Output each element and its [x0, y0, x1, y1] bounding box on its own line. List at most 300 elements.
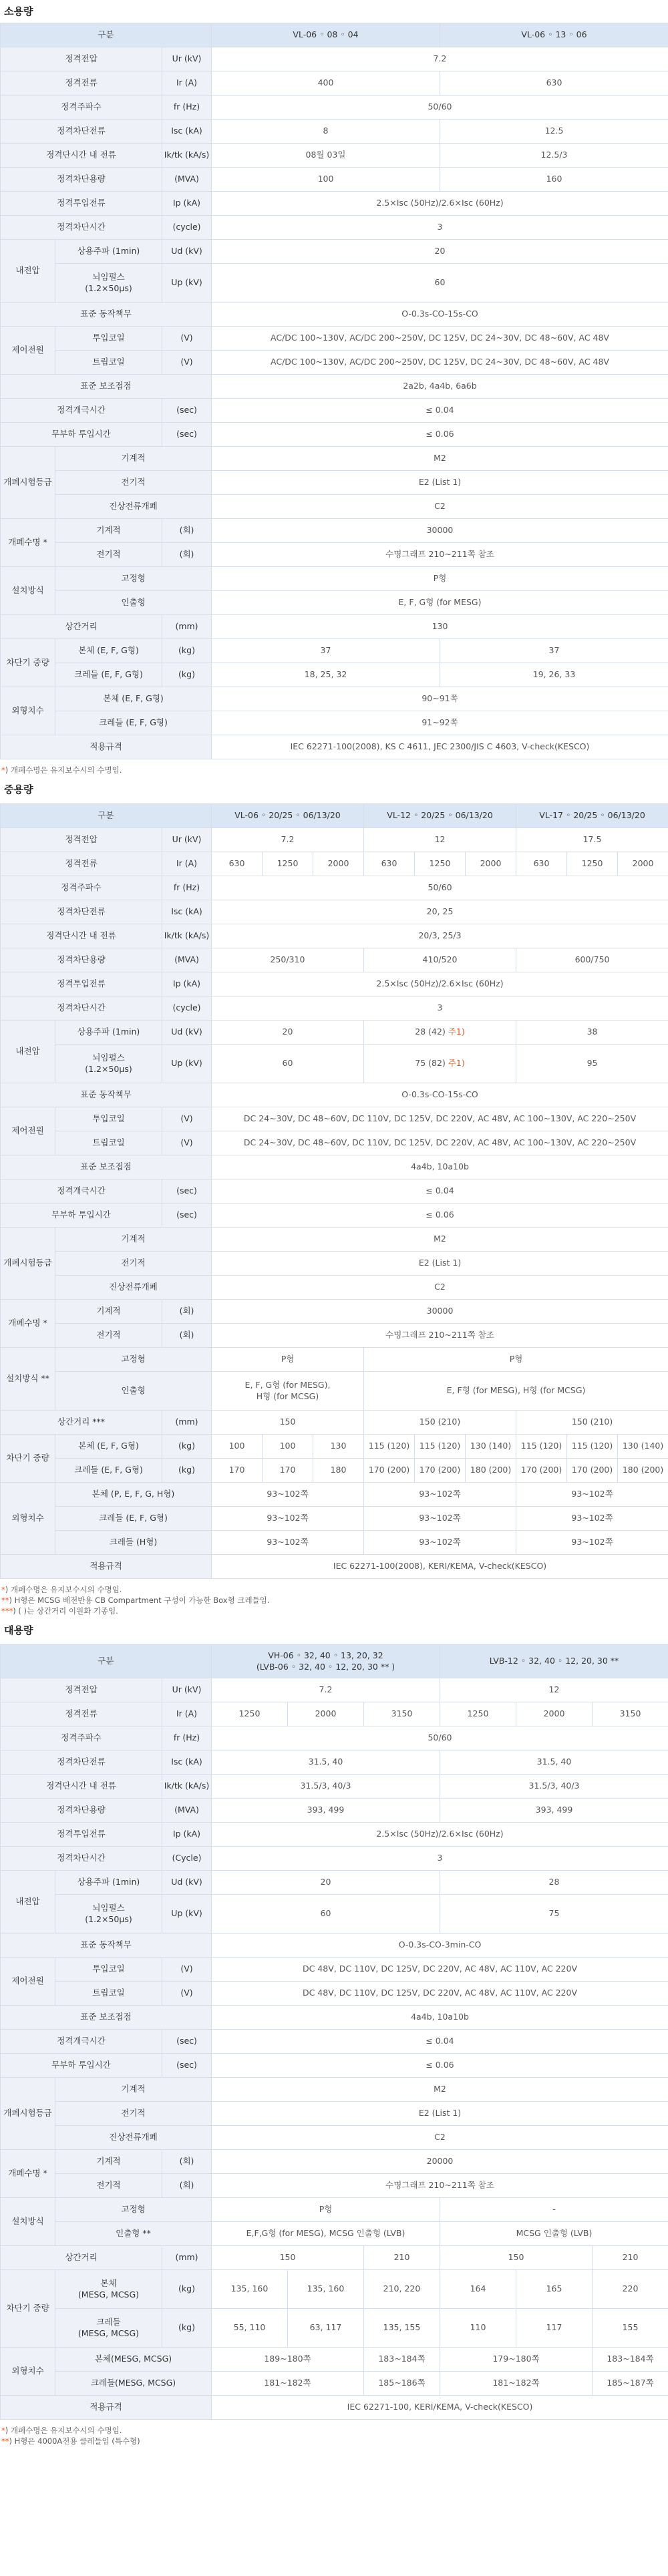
cell-value: 12 [364, 828, 516, 852]
row-group-label: 개폐수명 * [1, 519, 55, 567]
header-label: 구분 [1, 804, 212, 828]
cell-value: 210, 220 [364, 2270, 440, 2309]
cell-value: DC 24~30V, DC 48~60V, DC 110V, DC 125V, DC 220V, AC 48V, AC 100~130V, AC 220~250V [212, 1131, 668, 1155]
row-unit: (V) [162, 351, 212, 375]
footnote [1, 1584, 668, 1595]
table-header [1, 804, 668, 828]
row-label: 전기적 [55, 1252, 212, 1276]
row-label: 정격차단용량 [1, 948, 162, 972]
cell-value: 8 [212, 120, 440, 144]
cell-value: 170 (200) [567, 1459, 618, 1483]
cell-value: 93~102쪽 [364, 1531, 516, 1555]
row-label: 무부하 투입시간 [1, 423, 162, 447]
table-row [1, 1021, 668, 1045]
cell-value: 630 [440, 71, 668, 96]
table-row [1, 447, 668, 471]
row-unit: (MVA) [162, 1799, 212, 1823]
row-unit: (회) [162, 519, 212, 543]
cell-value: 179~180쪽 [440, 2348, 593, 2372]
row-label: 진상전류개폐 [55, 2126, 212, 2150]
row-label: 전기적 [55, 471, 212, 495]
row-label: 상간거리 *** [1, 1411, 162, 1435]
cell-value: 4a4b, 10a10b [212, 2006, 668, 2030]
table-row [1, 2150, 668, 2174]
table-row [1, 2396, 668, 2420]
row-label: 정격개극시간 [1, 1179, 162, 1204]
cell-value: E2 (List 1) [212, 2102, 668, 2126]
cell-value: 150 [212, 1411, 364, 1435]
row-unit: Ur (kV) [162, 47, 212, 71]
table-row [1, 495, 668, 519]
cell-value: 2.5×Isc (50Hz)/2.6×Isc (60Hz) [212, 1823, 668, 1847]
cell-value: 55, 110 [212, 2309, 288, 2348]
row-group-label: 개폐수명 * [1, 1300, 55, 1348]
cell-value: 60 [212, 1045, 364, 1083]
table-row [1, 663, 668, 687]
cell-value: 135, 160 [212, 2270, 288, 2309]
table-row [1, 2102, 668, 2126]
cell-value: 170 [212, 1459, 263, 1483]
footnote-text: ) 개폐수명은 유지보수시의 수명임. [5, 2426, 122, 2435]
cell-value: 93~102쪽 [364, 1483, 516, 1507]
cell-value: 220 [593, 2270, 668, 2309]
table-row [1, 168, 668, 192]
row-unit: (sec) [162, 423, 212, 447]
table-row [1, 1045, 668, 1083]
table-row [1, 1507, 668, 1531]
cell-value: 20, 25 [212, 900, 668, 924]
row-label: 정격전류 [1, 1702, 162, 1726]
cell-value: 60 [212, 1895, 440, 1934]
table-row [1, 423, 668, 447]
footnotes [0, 2420, 668, 2446]
table-row [1, 948, 668, 972]
cell-value: 12 [440, 1678, 668, 1702]
cell-value: 7.2 [212, 1678, 440, 1702]
row-unit: Ip (kA) [162, 1823, 212, 1847]
cell-value: O-0.3s-CO-15s-CO [212, 303, 668, 327]
row-label: 표준 동작책무 [1, 1934, 212, 1958]
footnote-mark: * [1, 765, 5, 775]
cell-value: 185~186쪽 [364, 2372, 440, 2396]
row-unit: (MVA) [162, 948, 212, 972]
row-label: 정격주파수 [1, 876, 162, 900]
cell-value: 135, 155 [364, 2309, 440, 2348]
table-row [1, 2246, 668, 2270]
row-label: 표준 보조접점 [1, 2006, 212, 2030]
row-group-label: 제어전원 [1, 1107, 55, 1155]
table-row [1, 1435, 668, 1459]
cell-value: P형 [212, 567, 668, 591]
table-row [1, 2222, 668, 2246]
table-row [1, 900, 668, 924]
footnote-text: ) H형은 4000A전용 클레들임 (특수형) [9, 2436, 140, 2446]
cell-value: 93~102쪽 [364, 1507, 516, 1531]
cell-value: 181~182쪽 [212, 2372, 364, 2396]
row-label: 뇌임펄스 (1.2×50μs) [55, 264, 162, 303]
row-unit: Isc (kA) [162, 120, 212, 144]
row-label: 기계적 [55, 519, 162, 543]
footnote-mark: ** [1, 1596, 9, 1605]
cell-value: 130 (140) [618, 1435, 668, 1459]
cell-value: 31.5/3, 40/3 [212, 1775, 440, 1799]
spec-table-large [0, 1644, 668, 2420]
row-unit: Ur (kV) [162, 1678, 212, 1702]
row-unit: Ik/tk (kA/s) [162, 1775, 212, 1799]
cell-value: 183~184쪽 [364, 2348, 440, 2372]
table-row [1, 639, 668, 663]
cell-value: DC 24~30V, DC 48~60V, DC 110V, DC 125V, DC 220V, AC 48V, AC 100~130V, AC 220~250V [212, 1107, 668, 1131]
cell-value: 19, 26, 33 [440, 663, 668, 687]
cell-value: 150 (210) [364, 1411, 516, 1435]
table-row [1, 1131, 668, 1155]
row-unit: Ud (kV) [162, 1021, 212, 1045]
row-group-label: 설치방식 [1, 2198, 55, 2246]
footnote [1, 1595, 668, 1606]
row-unit: Ud (kV) [162, 240, 212, 264]
table-row [1, 876, 668, 900]
row-unit: (kg) [162, 639, 212, 663]
table-row [1, 1702, 668, 1726]
table-row [1, 1895, 668, 1934]
table-row [1, 2174, 668, 2198]
table-row [1, 1228, 668, 1252]
row-group-label: 내전압 [1, 240, 55, 303]
table-row [1, 1871, 668, 1895]
cell-value: IEC 62271-100(2008), KERI/KEMA, V-check(KESCO) [212, 1555, 668, 1579]
cell-value: 60 [212, 264, 668, 303]
row-label: 본체 (MESG, MCSG) [55, 2270, 162, 2309]
cell-value: E2 (List 1) [212, 1252, 668, 1276]
row-group-label: 외형치수 [1, 1483, 55, 1555]
cell-value: ≤ 0.04 [212, 399, 668, 423]
row-group-label: 차단기 중량 [1, 1435, 55, 1483]
row-label: 기계적 [55, 2150, 162, 2174]
row-label: 정격전류 [1, 852, 162, 876]
row-unit: (sec) [162, 1204, 212, 1228]
row-group-label: 설치방식 ** [1, 1348, 55, 1411]
cell-value: ≤ 0.04 [212, 1179, 668, 1204]
cell-value: ≤ 0.06 [212, 1204, 668, 1228]
footnote-mark: * [1, 2426, 5, 2435]
row-group-label: 개폐시험등급 [1, 2078, 55, 2150]
row-label: 정격차단시간 [1, 1847, 162, 1871]
row-label: 정격단시간 내 전류 [1, 1775, 162, 1799]
spec-table-small [0, 23, 668, 759]
row-label: 정격개극시간 [1, 399, 162, 423]
row-unit: Ip (kA) [162, 972, 212, 996]
table-row [1, 1847, 668, 1871]
cell-value: E, F형 (for MESG), H형 (for MCSG) [364, 1372, 668, 1411]
cell-value: 수명그래프 210~211쪽 참조 [212, 1324, 668, 1348]
table-row [1, 71, 668, 96]
footnotes [0, 1579, 668, 1616]
section-title: 대용량 [4, 1624, 33, 1636]
cell-value: 110 [440, 2309, 516, 2348]
cell-value: 93~102쪽 [516, 1507, 668, 1531]
table-row [1, 2270, 668, 2309]
row-label: 크레들 (H형) [55, 1531, 212, 1555]
cell-value: IEC 62271-100(2008), KS C 4611, JEC 2300/JIS C 4603, V-check(KESCO) [212, 735, 668, 759]
row-label: 정격전압 [1, 1678, 162, 1702]
row-group-label: 제어전원 [1, 327, 55, 375]
cell-value: 93~102쪽 [212, 1507, 364, 1531]
footnote-mark: ** [1, 2436, 9, 2446]
cell-value [364, 1021, 516, 1045]
table-row [1, 471, 668, 495]
cell-value: 4a4b, 10a10b [212, 1155, 668, 1179]
row-label: 정격단시간 내 전류 [1, 924, 162, 948]
cell-value: 180 (200) [618, 1459, 668, 1483]
cell-value: 12.5 [440, 120, 668, 144]
footnote [1, 2425, 668, 2436]
row-unit: (V) [162, 1958, 212, 1982]
cell-value: 393, 499 [440, 1799, 668, 1823]
cell-value: 130 (140) [466, 1435, 516, 1459]
row-label: 정격투입전류 [1, 192, 162, 216]
row-unit: Up (kV) [162, 1895, 212, 1934]
cell-value: 100 [212, 1435, 263, 1459]
footnote-text: ) 개폐수명은 유지보수시의 수명임. [5, 1585, 122, 1594]
cell-value: 50/60 [212, 876, 668, 900]
footnotes [0, 759, 668, 775]
row-label: 상용주파 (1min) [55, 240, 162, 264]
row-unit: fr (Hz) [162, 876, 212, 900]
table-row [1, 519, 668, 543]
row-label: 전기적 [55, 543, 162, 567]
cell-value: 630 [364, 852, 415, 876]
cell-value: 164 [440, 2270, 516, 2309]
table-row [1, 1459, 668, 1483]
row-unit: (회) [162, 2174, 212, 2198]
table-row [1, 1751, 668, 1775]
row-unit: fr (Hz) [162, 96, 212, 120]
model-name: VL-06 ◦ 20/25 ◦ 06/13/20 [212, 804, 364, 828]
row-label: 상간거리 [1, 615, 162, 639]
row-label: 정격전압 [1, 47, 162, 71]
cell-value: DC 48V, DC 110V, DC 125V, DC 220V, AC 48V, AC 110V, AC 220V [212, 1958, 668, 1982]
cell-value: E2 (List 1) [212, 471, 668, 495]
table-row [1, 2030, 668, 2054]
row-group-label: 차단기 중량 [1, 2270, 55, 2348]
row-group-label: 내전압 [1, 1871, 55, 1934]
table-row [1, 216, 668, 240]
row-label: 기계적 [55, 1300, 162, 1324]
row-unit: (mm) [162, 1411, 212, 1435]
row-label: 정격단시간 내 전류 [1, 144, 162, 168]
cell-value: 2.5×Isc (50Hz)/2.6×Isc (60Hz) [212, 192, 668, 216]
table-row [1, 615, 668, 639]
cell-value: 93~102쪽 [516, 1531, 668, 1555]
cell-value: ≤ 0.04 [212, 2030, 668, 2054]
cell-value: 7.2 [212, 47, 668, 71]
row-label: 정격주파수 [1, 96, 162, 120]
row-label: 크레들 (MESG, MCSG) [55, 2309, 162, 2348]
table-row [1, 2126, 668, 2150]
note-ref: 주1) [448, 1058, 465, 1069]
row-label: 정격전류 [1, 71, 162, 96]
cell-value: 393, 499 [212, 1799, 440, 1823]
table-row [1, 1179, 668, 1204]
row-label: 기계적 [55, 1228, 212, 1252]
row-label: 크레들 (E, F, G형) [55, 1507, 212, 1531]
row-label: 뇌임펄스 (1.2×50μs) [55, 1045, 162, 1083]
table-row [1, 687, 668, 711]
row-unit: Ir (A) [162, 1702, 212, 1726]
cell-value: 630 [212, 852, 263, 876]
row-label: 무부하 투입시간 [1, 1204, 162, 1228]
row-unit: Up (kV) [162, 264, 212, 303]
table-row [1, 2054, 668, 2078]
footnote-text: ) 개폐수명은 유지보수시의 수명임. [5, 765, 122, 775]
table-row [1, 543, 668, 567]
table-row [1, 711, 668, 735]
row-group-label: 외형치수 [1, 2348, 55, 2396]
table-row [1, 1531, 668, 1555]
cell-value: 115 (120) [567, 1435, 618, 1459]
cell-value: C2 [212, 2126, 668, 2150]
row-unit: (kg) [162, 1459, 212, 1483]
cell-value: 93~102쪽 [212, 1483, 364, 1507]
row-label: 정격주파수 [1, 1726, 162, 1751]
cell-value: 20 [212, 1871, 440, 1895]
cell-value: 2000 [516, 1702, 593, 1726]
row-label: 본체 (E, F, G형) [55, 1435, 162, 1459]
table-row [1, 2006, 668, 2030]
table-row [1, 2309, 668, 2348]
row-label: 전기적 [55, 2174, 162, 2198]
table-row [1, 47, 668, 71]
row-label: 본체 (P, E, F, G, H형) [55, 1483, 212, 1507]
row-unit: (회) [162, 543, 212, 567]
row-label: 기계적 [55, 2078, 212, 2102]
footnote [1, 2436, 668, 2446]
cell-value: 180 [313, 1459, 364, 1483]
table-row [1, 1348, 668, 1372]
table-row [1, 1300, 668, 1324]
row-unit: (V) [162, 1107, 212, 1131]
row-unit: (sec) [162, 2054, 212, 2078]
cell-value: 183~184쪽 [593, 2348, 668, 2372]
row-label: 적용규격 [1, 735, 212, 759]
cell-value: 2000 [618, 852, 668, 876]
row-label: 전기적 [55, 2102, 212, 2126]
row-label: 상간거리 [1, 2246, 162, 2270]
cell-value: 3 [212, 1847, 668, 1871]
row-label: 전기적 [55, 1324, 162, 1348]
row-group-label: 개폐시험등급 [1, 1228, 55, 1300]
cell-value: 165 [516, 2270, 593, 2309]
row-unit: (kg) [162, 663, 212, 687]
cell-value: 20/3, 25/3 [212, 924, 668, 948]
row-label: 진상전류개폐 [55, 495, 212, 519]
table-row [1, 852, 668, 876]
table-row [1, 1678, 668, 1702]
row-label: 본체 (E, F, G형) [55, 687, 212, 711]
table-row [1, 2198, 668, 2222]
table-row [1, 1982, 668, 2006]
row-unit: fr (Hz) [162, 1726, 212, 1751]
cell-value: P형 [364, 1348, 668, 1372]
row-label: 크레들 (E, F, G형) [55, 1459, 162, 1483]
cell-value: E,F,G형 (for MESG), MCSG 인출형 (LVB) [212, 2222, 440, 2246]
row-label: 트립코일 [55, 1131, 162, 1155]
row-label: 투입코일 [55, 1107, 162, 1131]
row-unit: (V) [162, 327, 212, 351]
cell-value: 31.5, 40 [212, 1751, 440, 1775]
row-label: 무부하 투입시간 [1, 2054, 162, 2078]
row-group-label: 차단기 중량 [1, 639, 55, 687]
table-row [1, 1083, 668, 1107]
cell-value: 150 [212, 2246, 364, 2270]
cell-value: 135, 160 [288, 2270, 364, 2309]
cell-value: 28 [440, 1871, 668, 1895]
row-label: 적용규격 [1, 2396, 212, 2420]
row-label: 정격차단시간 [1, 996, 162, 1021]
table-row [1, 1276, 668, 1300]
table-row [1, 1411, 668, 1435]
model-name: VH-06 ◦ 32, 40 ◦ 13, 20, 32 (LVB-06 ◦ 32, 40 ◦ 12, 20, 30 ** ) [212, 1645, 440, 1678]
row-unit: (sec) [162, 1179, 212, 1204]
cell-value: 2.5×Isc (50Hz)/2.6×Isc (60Hz) [212, 972, 668, 996]
table-row [1, 591, 668, 615]
cell-value: 630 [516, 852, 567, 876]
row-label: 정격차단전류 [1, 900, 162, 924]
row-label: 정격투입전류 [1, 972, 162, 996]
cell-value: 117 [516, 2309, 593, 2348]
cell-value: 160 [440, 168, 668, 192]
cell-value: 38 [516, 1021, 668, 1045]
table-row [1, 567, 668, 591]
cell-value: C2 [212, 1276, 668, 1300]
cell-value: 100 [263, 1435, 313, 1459]
table-row [1, 351, 668, 375]
row-group-label: 외형치수 [1, 687, 55, 735]
row-unit: Ir (A) [162, 71, 212, 96]
row-label: 상용주파 (1min) [55, 1871, 162, 1895]
table-row [1, 1775, 668, 1799]
cell-value: MCSG 인출형 (LVB) [440, 2222, 668, 2246]
cell-value: 7.2 [212, 828, 364, 852]
cell-value: 90~91쪽 [212, 687, 668, 711]
cell-value: P형 [212, 1348, 364, 1372]
row-label: 정격차단시간 [1, 216, 162, 240]
row-label: 크레들 (E, F, G형) [55, 663, 162, 687]
row-unit: (sec) [162, 399, 212, 423]
table-row [1, 1155, 668, 1179]
cell-value: 37 [440, 639, 668, 663]
row-label: 트립코일 [55, 351, 162, 375]
row-label: 표준 보조접점 [1, 1155, 212, 1179]
cell-value: O-0.3s-CO-15s-CO [212, 1083, 668, 1107]
cell-text: 75 (82) [415, 1058, 446, 1069]
cell-value: 3150 [364, 1702, 440, 1726]
cell-value: 1250 [567, 852, 618, 876]
row-group-label: 개폐수명 * [1, 2150, 55, 2198]
table-row [1, 1799, 668, 1823]
cell-value: 130 [313, 1435, 364, 1459]
row-label: 표준 보조접점 [1, 375, 212, 399]
table-header [1, 1645, 668, 1678]
cell-value: 37 [212, 639, 440, 663]
cell-value: 17.5 [516, 828, 668, 852]
cell-value: P형 [212, 2198, 440, 2222]
cell-value: E, F, G형 (for MESG) [212, 591, 668, 615]
cell-value: 08월 03일 [212, 144, 440, 168]
row-unit: (회) [162, 1324, 212, 1348]
cell-value: 75 [440, 1895, 668, 1934]
cell-value: 150 (210) [516, 1411, 668, 1435]
